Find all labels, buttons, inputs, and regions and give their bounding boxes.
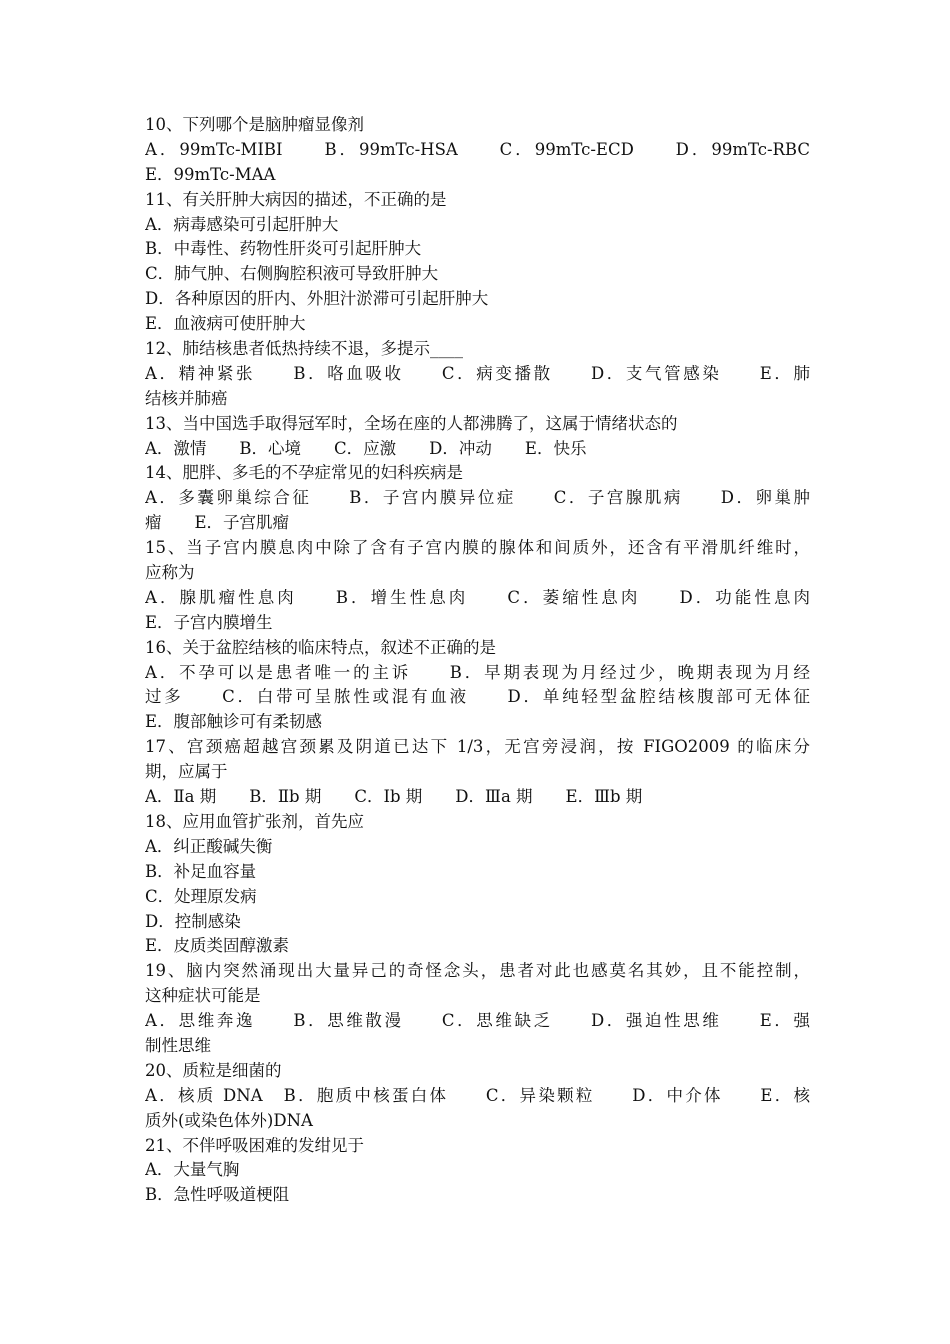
text-line: B．中毒性、药物性肝炎可引起肝肿大 [145, 239, 422, 259]
text-line: E．99mTc-MAA [145, 164, 276, 184]
text-line: E．皮质类固醇激素 [145, 936, 290, 956]
text-line: A．激情 B．心境 C．应激 D．冲动 E．快乐 [145, 438, 587, 458]
text-line: A．思维奔逸 B．思维散漫 C．思维缺乏 D．强迫性思维 E．强 [145, 1011, 810, 1031]
text-line: 20、质粒是细菌的 [145, 1060, 282, 1080]
text-line: A．精神紧张 B．咯血吸收 C．病变播散 D．支气管感染 E．肺 [145, 363, 810, 383]
text-line: A．病毒感染可引起肝肿大 [145, 214, 339, 234]
text-line: B．急性呼吸道梗阻 [145, 1185, 290, 1205]
text-line: 17、宫颈癌超越宫颈累及阴道已达下 1/3，无宫旁浸润，按 FIGO2009 的临床分 [145, 737, 810, 757]
text-line: 期，应属于 [145, 762, 228, 782]
text-line: B．补足血容量 [145, 861, 257, 881]
text-line: A．纠正酸碱失衡 [145, 836, 273, 856]
text-line: A．腺肌瘤性息肉 B．增生性息肉 C．萎缩性息肉 D．功能性息肉 [145, 587, 810, 607]
text-line: 14、肥胖、多毛的不孕症常见的妇科疾病是 [145, 463, 463, 483]
text-line: 12、肺结核患者低热持续不退，多提示____ [145, 339, 463, 359]
text-line: C．处理原发病 [145, 886, 257, 906]
text-line: 应称为 [145, 563, 195, 583]
text-line: E．血液病可使肝肿大 [145, 314, 306, 334]
text-line: 结核并肺癌 [145, 388, 228, 408]
text-line: 16、关于盆腔结核的临床特点，叙述不正确的是 [145, 637, 496, 657]
text-line: D．控制感染 [145, 911, 241, 931]
text-line: 过多 C．白带可呈脓性或混有血液 D．单纯轻型盆腔结核腹部可无体征 [145, 687, 810, 707]
text-line: A．Ⅱa 期 B．Ⅱb 期 C．Ⅰb 期 D．Ⅲa 期 E．Ⅲb 期 [145, 787, 643, 807]
text-line: A．99mTc-MIBI B．99mTc-HSA C．99mTc-ECD D．99mTc-RBC [145, 139, 810, 159]
text-line: A．大量气胸 [145, 1160, 240, 1180]
text-line: A．不孕可以是患者唯一的主诉 B．早期表现为月经过少，晚期表现为月经 [145, 662, 810, 682]
text-line: 10、下列哪个是脑肿瘤显像剂 [145, 115, 364, 134]
text-line: 瘤 E．子宫肌瘤 [145, 513, 290, 533]
text-line: A．核质 DNA B．胞质中核蛋白体 C．异染颗粒 D．中介体 E．核 [145, 1085, 810, 1105]
text-line: 19、脑内突然涌现出大量异己的奇怪念头，患者对此也感莫名其妙，且不能控制， [145, 961, 810, 981]
text-line: 制性思维 [145, 1035, 211, 1055]
text-line: 13、当中国选手取得冠军时，全场在座的人都沸腾了，这属于情绪状态的 [145, 413, 678, 433]
text-line: 15、当子宫内膜息肉中除了含有子宫内膜的腺体和间质外，还含有平滑肌纤维时， [145, 538, 810, 558]
text-line: E．子宫内膜增生 [145, 612, 273, 632]
text-line: E．腹部触诊可有柔韧感 [145, 712, 323, 732]
text-line: A．多囊卵巢综合征 B．子宫内膜异位症 C．子宫腺肌病 D．卵巢肿 [145, 488, 810, 508]
text-line: C．肺气肿、右侧胸腔积液可导致肝肿大 [145, 264, 439, 284]
text-line: 18、应用血管扩张剂，首先应 [145, 811, 364, 831]
text-line: 21、不伴呼吸困难的发绀见于 [145, 1135, 364, 1155]
text-line: 这种症状可能是 [145, 986, 261, 1006]
text-line: D．各种原因的肝内、外胆汁淤滞可引起肝肿大 [145, 289, 489, 309]
text-line: 质外(或染色体外)DNA [145, 1110, 313, 1130]
text-line: 11、有关肝肿大病因的描述，不正确的是 [145, 189, 447, 209]
document-body [145, 113, 810, 1208]
